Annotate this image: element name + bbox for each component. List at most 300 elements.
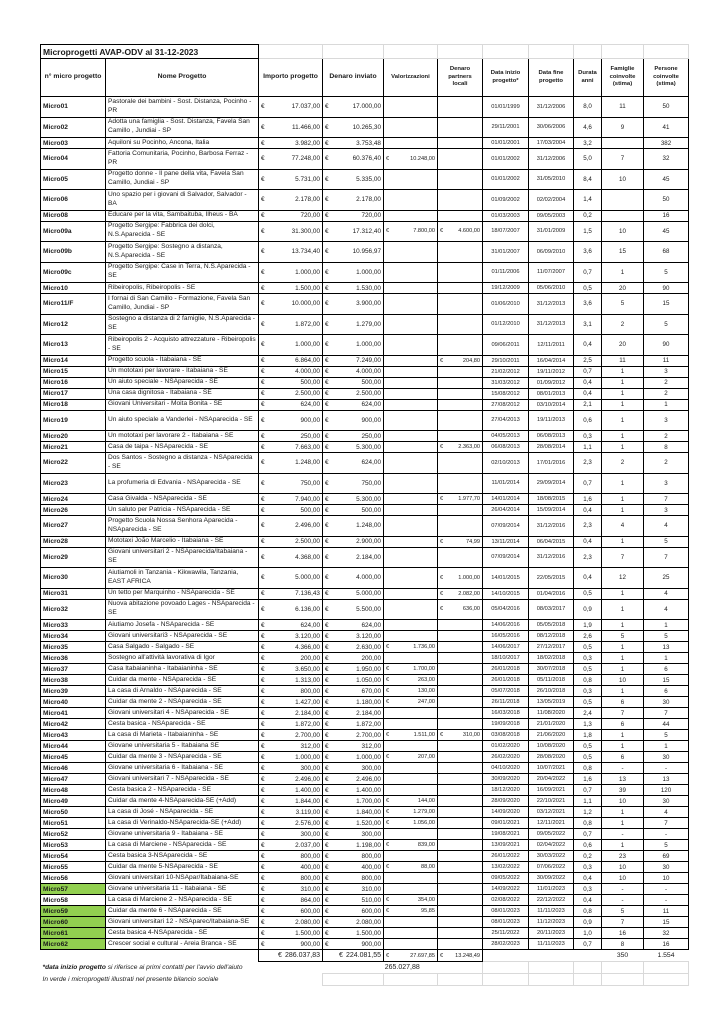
valorizzazioni-cell [384, 283, 438, 294]
duration-cell: 0,4 [574, 568, 602, 589]
valorizzazioni-cell [384, 399, 438, 410]
euro-sign: € [261, 687, 265, 695]
start-date-cell: 02/10/2013 [483, 453, 529, 474]
footnote-row-2 [41, 974, 689, 986]
project-name-cell: Un tetto per Marquinho - NSAparecida - SE [106, 588, 259, 599]
importo-cell [259, 774, 323, 785]
importo-cell-value: 2.184,00 [295, 709, 320, 717]
importo-cell-value: 10.000,00 [291, 300, 320, 308]
project-name-cell: Ribeiropolis 2 - Acquisto attrezzature - Ribeiropolis - SE [106, 335, 259, 356]
partners-locali-cell [438, 410, 483, 431]
valorizzazioni-cell [384, 873, 438, 884]
project-name-cell: Cesta basica 4-NSAparecida - SE [106, 928, 259, 939]
families-cell: 1 [602, 620, 644, 631]
people-cell: 7 [644, 708, 689, 719]
project-name-cell: Giovani Universitari - Moita Bonita - SE [106, 399, 259, 410]
table-row [41, 399, 689, 410]
euro-sign: € [325, 874, 329, 882]
project-id-cell: Micro29 [41, 547, 106, 568]
end-date-cell: 11/07/2007 [529, 262, 574, 283]
end-date-cell: 21/06/2020 [529, 730, 574, 741]
start-date-cell: 15/08/2012 [483, 388, 529, 399]
families-cell: 1 [602, 741, 644, 752]
duration-cell: 0,3 [574, 862, 602, 873]
table-row [41, 568, 689, 589]
denaro-inviato-cell-value: 17.000,00 [352, 103, 381, 111]
project-id-cell: Micro48 [41, 785, 106, 796]
denaro-inviato-cell-value: 1.000,00 [356, 341, 381, 349]
table-row [41, 884, 689, 895]
valorizzazioni-cell [384, 588, 438, 599]
end-date-cell: 06/04/2015 [529, 536, 574, 547]
euro-sign: € [325, 432, 329, 440]
duration-cell: 0,7 [574, 829, 602, 840]
start-date-cell: 25/11/2022 [483, 928, 529, 939]
importo-cell [259, 547, 323, 568]
denaro-inviato-cell-value: 900,00 [361, 940, 381, 948]
importo-cell-value: 3.120,00 [295, 632, 320, 640]
project-id-cell: Micro44 [41, 741, 106, 752]
partners-locali-cell [438, 190, 483, 211]
partners-locali-cell [438, 335, 483, 356]
duration-cell: 0,5 [574, 697, 602, 708]
euro-sign: € [261, 139, 265, 147]
importo-cell-value: 1.313,00 [295, 676, 320, 684]
importo-cell [259, 377, 323, 388]
euro-sign: € [386, 809, 390, 815]
partners-locali-cell [438, 283, 483, 294]
euro-sign: € [325, 605, 329, 613]
project-id-cell: Micro54 [41, 851, 106, 862]
start-date-cell: 30/09/2020 [483, 774, 529, 785]
denaro-inviato-cell [323, 588, 384, 599]
table-row [41, 653, 689, 664]
euro-sign: € [325, 227, 329, 235]
duration-cell: 1,3 [574, 719, 602, 730]
duration-cell: 8,4 [574, 169, 602, 190]
project-id-cell: Micro45 [41, 752, 106, 763]
project-id-cell: Micro36 [41, 653, 106, 664]
partners-locali-cell [438, 895, 483, 906]
project-name-cell: Aiutiamoli in Tanzania - Kikwawila, Tanzania, EAST AFRICA [106, 568, 259, 589]
euro-sign: € [261, 819, 265, 827]
project-name-cell: Adotta una famiglia - Sost. Distanza, Favela San Camillo , Jundiai - SP [106, 117, 259, 138]
start-date-cell: 26/01/2018 [483, 675, 529, 686]
partners-locali-cell [438, 294, 483, 315]
people-cell: 3 [644, 473, 689, 494]
euro-sign: € [261, 401, 265, 408]
euro-sign: € [261, 553, 265, 561]
column-header: Famiglie coinvolte (stima) [602, 59, 644, 97]
duration-cell: 0,4 [574, 388, 602, 399]
importo-cell-value: 1.844,00 [295, 797, 320, 805]
importo-cell [259, 169, 323, 190]
denaro-inviato-cell-value: 300,00 [361, 764, 381, 772]
families-cell: 1 [602, 262, 644, 283]
title-row-empty-cell [602, 45, 644, 59]
euro-sign: € [261, 506, 265, 514]
start-date-cell: 03/08/2018 [483, 730, 529, 741]
families-cell: 10 [602, 169, 644, 190]
column-header: Denaro inviato [323, 59, 384, 97]
end-date-cell: 28/08/2020 [529, 752, 574, 763]
people-cell: 5 [644, 262, 689, 283]
table-row [41, 442, 689, 453]
partners-locali-cell [438, 149, 483, 170]
denaro-inviato-cell-value: 2.184,00 [356, 709, 381, 717]
families-cell: 1 [602, 388, 644, 399]
valorizzazioni-cell [384, 314, 438, 335]
people-cell: 2 [644, 431, 689, 442]
partners-locali-cell [438, 862, 483, 873]
importo-cell [259, 588, 323, 599]
families-cell: 1 [602, 366, 644, 377]
partners-locali-cell-value: 636,00 [462, 606, 480, 613]
importo-cell [259, 294, 323, 315]
denaro-inviato-cell [323, 840, 384, 851]
denaro-inviato-cell [323, 697, 384, 708]
denaro-inviato-cell [323, 262, 384, 283]
duration-cell: 0,5 [574, 752, 602, 763]
project-name-cell: Cuidar da mente 3 - NSAparecida - SE [106, 752, 259, 763]
start-date-cell: 28/09/2020 [483, 796, 529, 807]
euro-sign: € [325, 841, 329, 849]
valorizzazioni-cell [384, 431, 438, 442]
denaro-inviato-cell [323, 675, 384, 686]
euro-sign: € [325, 819, 329, 827]
importo-cell-value: 2.500,00 [295, 390, 320, 397]
footnote-empty-cell [438, 974, 483, 986]
duration-cell: 1,8 [574, 730, 602, 741]
euro-sign: € [261, 863, 265, 871]
euro-sign: € [261, 248, 265, 256]
euro-sign: € [261, 605, 265, 613]
people-cell: 15 [644, 294, 689, 315]
euro-sign: € [325, 621, 329, 629]
start-date-cell: 13/11/2014 [483, 536, 529, 547]
project-id-cell: Micro32 [41, 599, 106, 620]
importo-cell [259, 314, 323, 335]
euro-sign: € [386, 820, 390, 826]
valorizzazioni-cell [384, 862, 438, 873]
project-id-cell: Micro02 [41, 117, 106, 138]
denaro-inviato-cell [323, 807, 384, 818]
end-date-cell: 07/06/2022 [529, 862, 574, 873]
importo-cell-value: 720,00 [300, 212, 320, 219]
families-cell: 2 [602, 314, 644, 335]
end-date-cell: 16/04/2014 [529, 355, 574, 366]
denaro-inviato-cell [323, 210, 384, 221]
end-date-cell: 12/11/2021 [529, 818, 574, 829]
importo-cell-value: 900,00 [300, 940, 320, 948]
valorizzazioni-cell [384, 453, 438, 474]
euro-sign: € [386, 754, 390, 760]
partners-locali-cell [438, 884, 483, 895]
footnote-empty-cell [644, 962, 689, 974]
euro-sign: € [261, 357, 265, 364]
footnote-start-date-text: si riferisce ai primi contatti per l'avvio dell'aiuto [105, 964, 243, 972]
footnote-empty-cell [529, 974, 574, 986]
valorizzazioni-cell [384, 568, 438, 589]
euro-sign: € [325, 742, 329, 750]
start-date-cell: 02/08/2022 [483, 895, 529, 906]
end-date-cell: 08/03/2017 [529, 599, 574, 620]
families-cell: 7 [602, 708, 644, 719]
denaro-inviato-cell [323, 796, 384, 807]
denaro-inviato-cell-value: 720,00 [361, 212, 381, 219]
partners-locali-cell [438, 829, 483, 840]
column-header: Valorizzazioni [384, 59, 438, 97]
euro-sign: € [261, 654, 265, 662]
euro-sign: € [325, 368, 329, 375]
importo-cell [259, 807, 323, 818]
denaro-inviato-cell [323, 873, 384, 884]
people-cell: 16 [644, 210, 689, 221]
valorizzazioni-cell [384, 708, 438, 719]
project-name-cell: Progetto Sergipe: Fabbrica dei dolci, N.S.Aparecida - SE [106, 221, 259, 242]
importo-cell-value: 77.248,00 [291, 155, 320, 163]
denaro-inviato-cell [323, 664, 384, 675]
valorizzazioni-cell [384, 807, 438, 818]
importo-cell-value: 7.136,43 [295, 590, 320, 597]
denaro-inviato-cell [323, 895, 384, 906]
end-date-cell: 19/11/2012 [529, 366, 574, 377]
euro-sign: € [440, 952, 444, 959]
valorizzazioni-cell [384, 917, 438, 928]
importo-cell [259, 818, 323, 829]
families-cell: - [602, 829, 644, 840]
denaro-inviato-cell-value: 1.950,00 [356, 665, 381, 673]
column-header: Importo progetto [259, 59, 323, 97]
families-cell: 20 [602, 335, 644, 356]
importo-cell [259, 829, 323, 840]
footnote-empty-cell [529, 962, 574, 974]
duration-cell: 0,3 [574, 686, 602, 697]
end-date-cell: 17/03/2004 [529, 138, 574, 149]
end-date-cell: 26/10/2018 [529, 686, 574, 697]
families-cell: 1 [602, 730, 644, 741]
people-cell: 90 [644, 283, 689, 294]
importo-cell-value: 11.466,00 [292, 123, 320, 131]
valorizzazioni-cell [384, 355, 438, 366]
column-header: Durata anni [574, 59, 602, 97]
project-id-cell: Micro40 [41, 697, 106, 708]
families-cell: 2 [602, 453, 644, 474]
importo-cell-value: 800,00 [300, 852, 320, 860]
people-cell: 4 [644, 588, 689, 599]
duration-cell: 1,6 [574, 774, 602, 785]
partners-locali-cell [438, 796, 483, 807]
people-cell: 50 [644, 97, 689, 118]
project-name-cell: Giovane universitaria 6 - Itabaiana - SE [106, 763, 259, 774]
people-cell: 32 [644, 928, 689, 939]
duration-cell: 2,5 [574, 355, 602, 366]
denaro-inviato-cell [323, 494, 384, 505]
euro-sign: € [325, 459, 329, 467]
end-date-cell: 30/06/2006 [529, 117, 574, 138]
table-row [41, 895, 689, 906]
valorizzazioni-cell-value: 1.700,00 [413, 666, 435, 672]
start-date-cell: 14/06/2016 [483, 620, 529, 631]
denaro-inviato-cell [323, 169, 384, 190]
table-row [41, 675, 689, 686]
duration-cell: 0,8 [574, 763, 602, 774]
families-cell: 10 [602, 873, 644, 884]
euro-sign: € [325, 863, 329, 871]
start-date-cell: 27/08/2012 [483, 399, 529, 410]
valorizzazioni-cell [384, 752, 438, 763]
euro-sign: € [261, 929, 265, 937]
euro-sign: € [440, 444, 444, 450]
end-date-cell: 01/09/2012 [529, 377, 574, 388]
euro-sign: € [261, 830, 265, 838]
valorizzazioni-cell [384, 494, 438, 505]
column-header: Nome Progetto [106, 59, 259, 97]
totals-empty-cell [483, 950, 529, 962]
families-cell: 10 [602, 862, 644, 873]
partners-locali-cell-value: 1.977,70 [458, 496, 480, 502]
people-cell: - [644, 895, 689, 906]
table-row [41, 917, 689, 928]
importo-cell-value: 624,00 [300, 621, 320, 629]
euro-sign: € [440, 357, 444, 364]
denaro-inviato-cell-value: 10.956,97 [352, 248, 381, 256]
end-date-cell: 20/11/2023 [529, 928, 574, 939]
importo-cell [259, 431, 323, 442]
project-name-cell: Giovani universitari 10-NSApar/Itabaiana-SE [106, 873, 259, 884]
denaro-inviato-cell [323, 314, 384, 335]
merged-total-cell: 265.027,88 [384, 964, 420, 971]
importo-cell [259, 210, 323, 221]
importo-cell [259, 620, 323, 631]
start-date-cell: 19/12/2009 [483, 283, 529, 294]
project-name-cell: Un mototaxi per lavorare - Itabaiana - SE [106, 366, 259, 377]
start-date-cell: 16/05/2016 [483, 631, 529, 642]
valorizzazioni-cell [384, 829, 438, 840]
footnote-empty-cell [483, 962, 529, 974]
table-row [41, 97, 689, 118]
euro-sign: € [325, 341, 329, 349]
denaro-inviato-cell-value: 3.753,48 [356, 139, 381, 147]
families-cell: 13 [602, 774, 644, 785]
start-date-cell: 01/01/2002 [483, 149, 529, 170]
project-name-cell: Cuidar da mente 5-NSAparecida - SE [106, 862, 259, 873]
valorizzazioni-cell [384, 335, 438, 356]
euro-sign: € [440, 574, 444, 581]
table-row [41, 752, 689, 763]
project-name-cell: I fornai di San Camillo - Formazione, Favela San Camillo, Jundiai - SP [106, 294, 259, 315]
importo-cell-value: 5.731,00 [295, 175, 320, 183]
start-date-cell: 08/01/2023 [483, 906, 529, 917]
partners-locali-cell-value: 74,99 [466, 538, 480, 545]
denaro-inviato-cell [323, 547, 384, 568]
column-header: n° micro progetto [41, 59, 106, 97]
denaro-inviato-cell [323, 917, 384, 928]
denaro-inviato-cell-value: 2.496,00 [356, 775, 381, 783]
euro-sign: € [261, 379, 265, 386]
importo-cell [259, 190, 323, 211]
families-cell: 11 [602, 97, 644, 118]
table-row [41, 873, 689, 884]
table-row [41, 774, 689, 785]
euro-sign: € [386, 666, 390, 672]
importo-cell-value: 300,00 [300, 764, 320, 772]
euro-sign: € [386, 155, 390, 162]
denaro-inviato-cell [323, 516, 384, 537]
partners-locali-cell [438, 730, 483, 741]
duration-cell: 1,1 [574, 796, 602, 807]
families-cell: 11 [602, 355, 644, 366]
project-name-cell: Cuidar da mente 2 - NSAparecida - SE [106, 697, 259, 708]
duration-cell: 1,6 [574, 494, 602, 505]
project-id-cell: Micro52 [41, 829, 106, 840]
euro-sign: € [261, 368, 265, 375]
importo-cell-value: 500,00 [300, 379, 320, 386]
duration-cell: 2,1 [574, 399, 602, 410]
project-id-cell: Micro42 [41, 719, 106, 730]
end-date-cell: 02/02/2004 [529, 190, 574, 211]
families-cell: 10 [602, 796, 644, 807]
valorizzazioni-cell [384, 138, 438, 149]
table-row [41, 314, 689, 335]
families-cell: 1 [602, 818, 644, 829]
start-date-cell: 19/08/2021 [483, 829, 529, 840]
valorizzazioni-cell-value: 130,00 [417, 688, 435, 694]
valorizzazioni-cell-value: 1.279,00 [413, 809, 435, 815]
end-date-cell: 13/05/2019 [529, 697, 574, 708]
euro-sign: € [325, 687, 329, 695]
euro-sign: € [261, 632, 265, 640]
start-date-cell: 09/01/2021 [483, 818, 529, 829]
families-cell: 1 [602, 505, 644, 516]
importo-cell-value: 310,00 [300, 885, 320, 893]
importo-cell [259, 664, 323, 675]
euro-sign: € [261, 731, 265, 739]
partners-locali-cell [438, 388, 483, 399]
euro-sign: € [261, 874, 265, 882]
importo-cell-value: 300,00 [300, 830, 320, 838]
project-name-cell: Giovane universitaria 5 - Itabaiana SE [106, 741, 259, 752]
euro-sign: € [261, 940, 265, 948]
importo-cell-value: 7.940,00 [295, 495, 320, 503]
euro-sign: € [325, 574, 329, 582]
duration-cell: 0,3 [574, 884, 602, 895]
families-cell: 1 [602, 536, 644, 547]
importo-cell-value: 900,00 [300, 416, 320, 424]
importo-cell-value: 4.000,00 [295, 368, 320, 375]
denaro-inviato-cell-value: 2.080,00 [356, 918, 381, 926]
euro-sign: € [261, 764, 265, 772]
duration-cell: 2,3 [574, 516, 602, 537]
valorizzazioni-cell-value: 839,00 [417, 842, 435, 848]
importo-cell [259, 97, 323, 118]
valorizzazioni-cell [384, 377, 438, 388]
partners-locali-cell [438, 453, 483, 474]
partners-locali-cell [438, 431, 483, 442]
denaro-inviato-cell-value: 300,00 [361, 830, 381, 838]
families-cell: 1 [602, 840, 644, 851]
families-cell: 5 [602, 906, 644, 917]
project-name-cell: La casa di Verinaldo-NSAparecida-SE (+Add) [106, 818, 259, 829]
duration-cell: 0,5 [574, 741, 602, 752]
table-row [41, 169, 689, 190]
denaro-inviato-cell-value: 1.700,00 [356, 797, 381, 805]
valorizzazioni-cell-value: 10.248,00 [410, 155, 435, 162]
importo-cell [259, 410, 323, 431]
importo-cell-value: 6.136,00 [295, 605, 320, 613]
project-name-cell: Pastorale dei bambini - Sost. Distanza, Pocinho - PR [106, 97, 259, 118]
euro-sign: € [386, 952, 390, 959]
